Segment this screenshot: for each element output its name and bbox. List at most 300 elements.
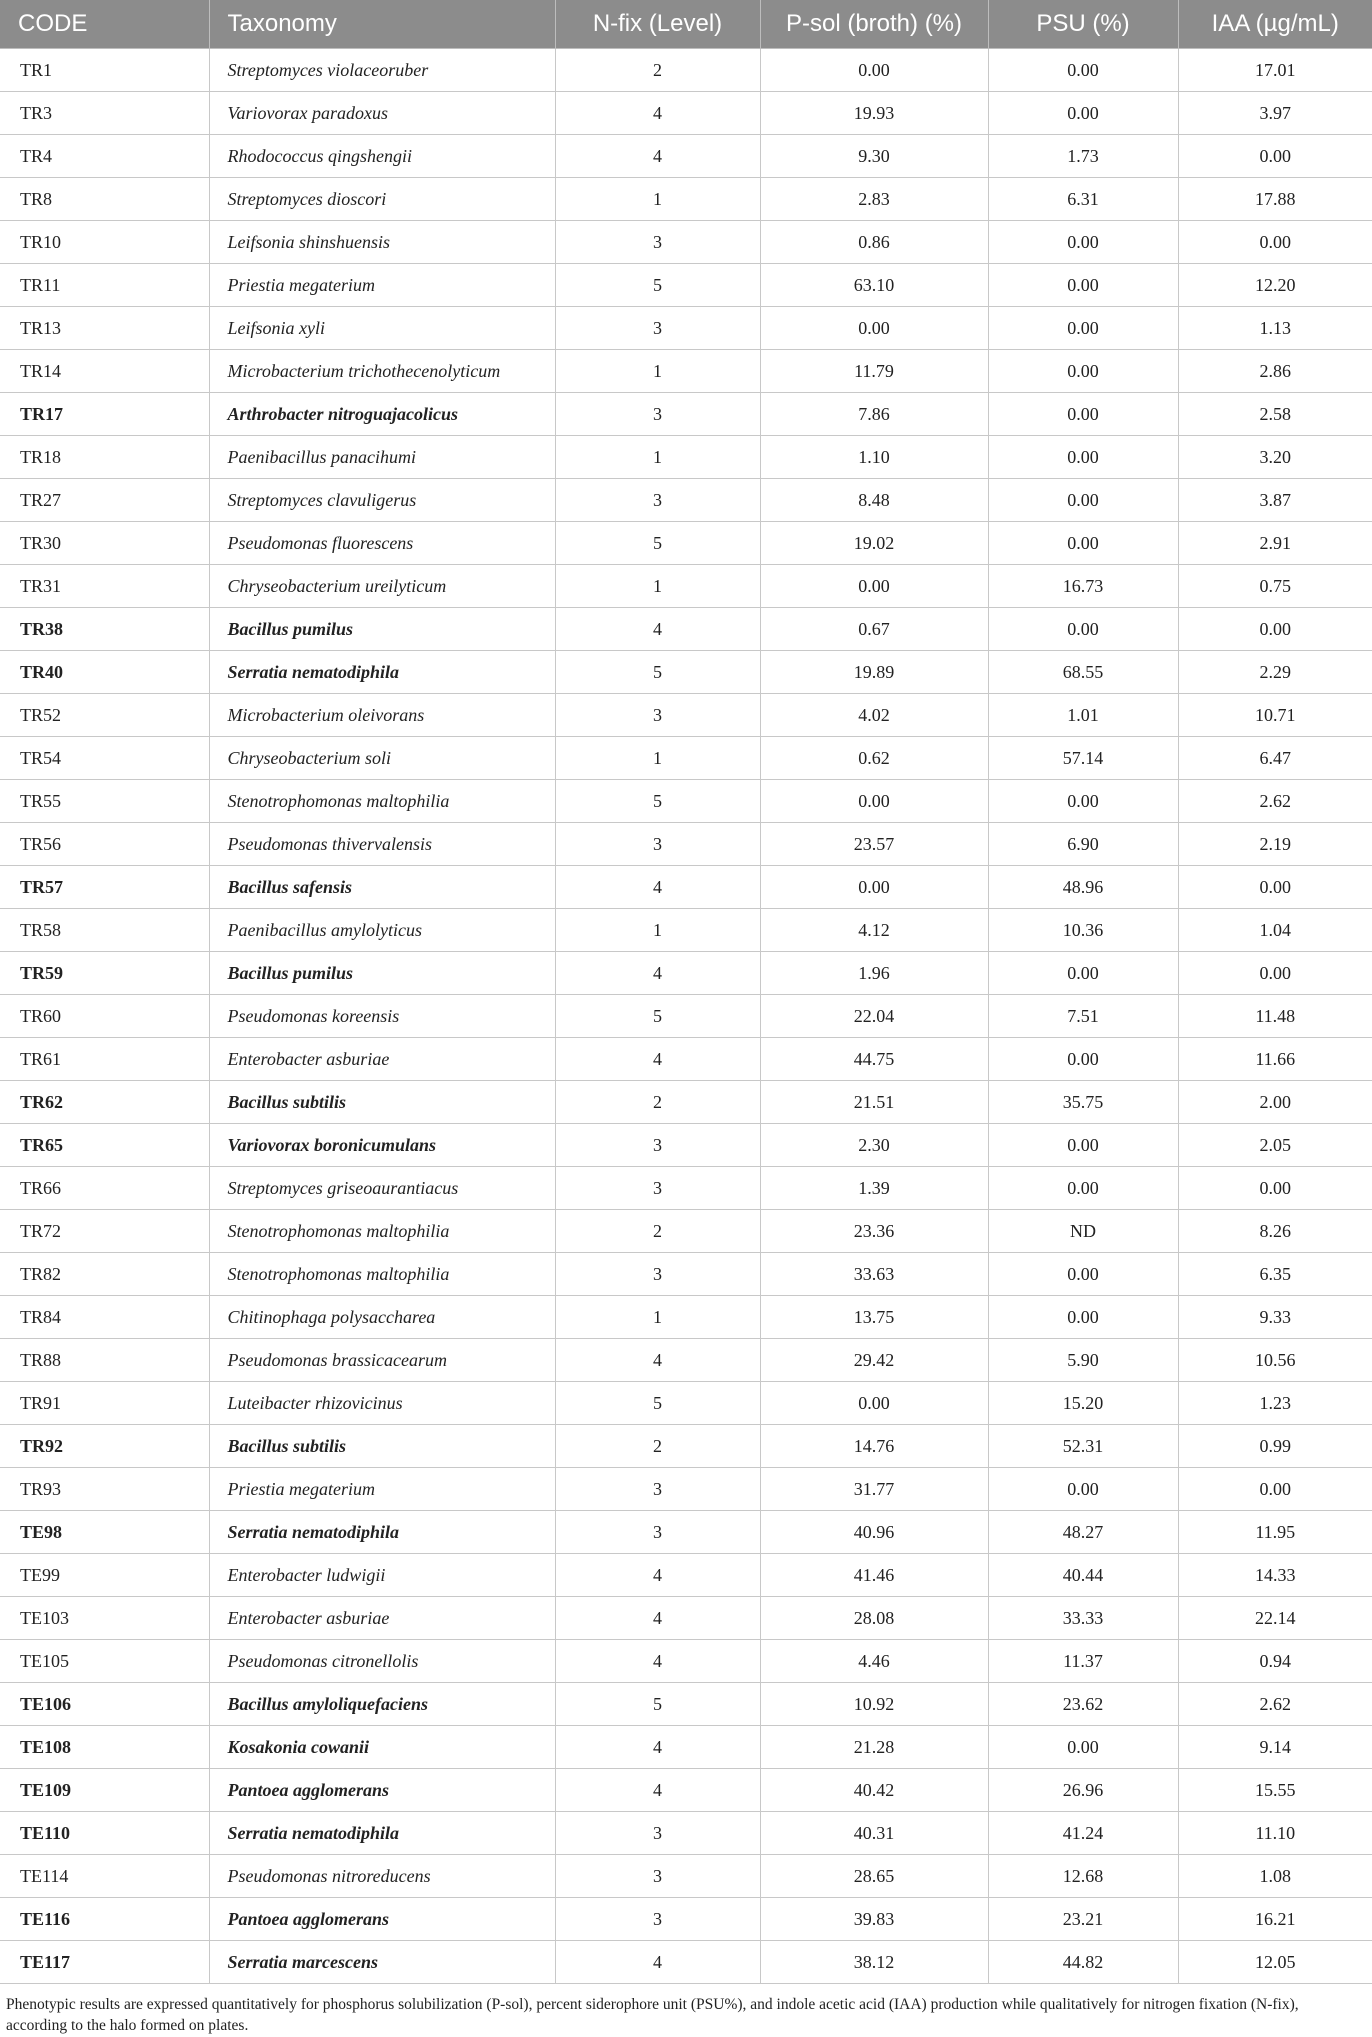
cell-nfix: 3: [555, 221, 760, 264]
cell-iaa: 12.05: [1178, 1941, 1372, 1984]
table-row: [0, 1898, 1372, 1941]
table-row: [0, 780, 1372, 823]
cell-nfix: 5: [555, 1382, 760, 1425]
cell-psol: 0.00: [760, 565, 988, 608]
cell-code: TE114: [0, 1855, 209, 1898]
cell-psu: 0.00: [988, 49, 1178, 92]
cell-psol: 39.83: [760, 1898, 988, 1941]
cell-psol: 38.12: [760, 1941, 988, 1984]
cell-psol: 0.67: [760, 608, 988, 651]
cell-psol: 1.39: [760, 1167, 988, 1210]
cell-code: TR13: [0, 307, 209, 350]
cell-psu: 0.00: [988, 1253, 1178, 1296]
cell-psu: 0.00: [988, 393, 1178, 436]
cell-psol: 0.00: [760, 307, 988, 350]
table-row: [0, 651, 1372, 694]
table-row: [0, 952, 1372, 995]
cell-iaa: 9.33: [1178, 1296, 1372, 1339]
cell-taxonomy: Bacillus amyloliquefaciens: [209, 1683, 555, 1726]
cell-nfix: 4: [555, 1941, 760, 1984]
table-row: [0, 1554, 1372, 1597]
cell-nfix: 5: [555, 522, 760, 565]
cell-psu: 6.31: [988, 178, 1178, 221]
cell-psu: 23.62: [988, 1683, 1178, 1726]
table-row: [0, 737, 1372, 780]
cell-nfix: 3: [555, 1124, 760, 1167]
cell-psol: 10.92: [760, 1683, 988, 1726]
cell-code: TR17: [0, 393, 209, 436]
cell-code: TR57: [0, 866, 209, 909]
cell-nfix: 2: [555, 1081, 760, 1124]
cell-code: TR60: [0, 995, 209, 1038]
cell-psol: 14.76: [760, 1425, 988, 1468]
cell-nfix: 4: [555, 608, 760, 651]
cell-nfix: 3: [555, 1898, 760, 1941]
cell-code: TR88: [0, 1339, 209, 1382]
cell-code: TR4: [0, 135, 209, 178]
cell-taxonomy: Pseudomonas koreensis: [209, 995, 555, 1038]
cell-nfix: 1: [555, 350, 760, 393]
cell-psol: 19.93: [760, 92, 988, 135]
cell-psol: 8.48: [760, 479, 988, 522]
table-row: [0, 823, 1372, 866]
cell-code: TE99: [0, 1554, 209, 1597]
cell-taxonomy: Leifsonia xyli: [209, 307, 555, 350]
table-row: [0, 1597, 1372, 1640]
cell-psol: 63.10: [760, 264, 988, 307]
cell-taxonomy: Bacillus subtilis: [209, 1425, 555, 1468]
cell-psu: 40.44: [988, 1554, 1178, 1597]
cell-psu: 52.31: [988, 1425, 1178, 1468]
cell-psu: 41.24: [988, 1812, 1178, 1855]
cell-psol: 0.62: [760, 737, 988, 780]
cell-psu: 0.00: [988, 1124, 1178, 1167]
table-row: [0, 1941, 1372, 1984]
table-row: [0, 1640, 1372, 1683]
cell-code: TE109: [0, 1769, 209, 1812]
cell-iaa: 2.91: [1178, 522, 1372, 565]
cell-iaa: 2.19: [1178, 823, 1372, 866]
cell-psu: 1.01: [988, 694, 1178, 737]
cell-nfix: 4: [555, 952, 760, 995]
cell-iaa: 22.14: [1178, 1597, 1372, 1640]
cell-nfix: 4: [555, 135, 760, 178]
cell-iaa: 16.21: [1178, 1898, 1372, 1941]
cell-taxonomy: Serratia marcescens: [209, 1941, 555, 1984]
cell-taxonomy: Variovorax paradoxus: [209, 92, 555, 135]
cell-code: TR52: [0, 694, 209, 737]
table-footnote: Phenotypic results are expressed quantitatively for phosphorus solubilization (P-sol), percent siderophore unit (PSU%), and indole acetic acid (IAA) production while qualitatively for nitrogen fixation (N-fix), according to the halo formed on plates.: [6, 1996, 1299, 2034]
table-row: [0, 1769, 1372, 1812]
cell-iaa: 17.88: [1178, 178, 1372, 221]
cell-psol: 4.12: [760, 909, 988, 952]
table-row: [0, 1511, 1372, 1554]
cell-psu: 23.21: [988, 1898, 1178, 1941]
table-row: [0, 909, 1372, 952]
cell-taxonomy: Luteibacter rhizovicinus: [209, 1382, 555, 1425]
cell-iaa: 11.10: [1178, 1812, 1372, 1855]
cell-code: TE103: [0, 1597, 209, 1640]
column-header-taxonomy: Taxonomy: [209, 0, 555, 49]
cell-iaa: 1.04: [1178, 909, 1372, 952]
cell-code: TE108: [0, 1726, 209, 1769]
cell-psol: 19.89: [760, 651, 988, 694]
cell-psu: 48.27: [988, 1511, 1178, 1554]
cell-psu: 15.20: [988, 1382, 1178, 1425]
cell-psol: 4.46: [760, 1640, 988, 1683]
cell-iaa: 1.23: [1178, 1382, 1372, 1425]
cell-taxonomy: Pantoea agglomerans: [209, 1769, 555, 1812]
cell-code: TR59: [0, 952, 209, 995]
cell-nfix: 4: [555, 866, 760, 909]
table-row: [0, 694, 1372, 737]
cell-nfix: 1: [555, 909, 760, 952]
cell-psol: 0.86: [760, 221, 988, 264]
cell-nfix: 3: [555, 479, 760, 522]
cell-iaa: 10.71: [1178, 694, 1372, 737]
cell-psu: 7.51: [988, 995, 1178, 1038]
table-row: [0, 479, 1372, 522]
cell-nfix: 5: [555, 995, 760, 1038]
cell-nfix: 3: [555, 1167, 760, 1210]
cell-psol: 23.36: [760, 1210, 988, 1253]
cell-taxonomy: Stenotrophomonas maltophilia: [209, 1253, 555, 1296]
cell-taxonomy: Chitinophaga polysaccharea: [209, 1296, 555, 1339]
cell-psu: 5.90: [988, 1339, 1178, 1382]
cell-psol: 2.83: [760, 178, 988, 221]
cell-nfix: 4: [555, 1726, 760, 1769]
cell-psu: 68.55: [988, 651, 1178, 694]
cell-nfix: 1: [555, 1296, 760, 1339]
cell-psu: 0.00: [988, 221, 1178, 264]
cell-taxonomy: Enterobacter asburiae: [209, 1038, 555, 1081]
cell-nfix: 1: [555, 436, 760, 479]
cell-iaa: 0.99: [1178, 1425, 1372, 1468]
cell-code: TR56: [0, 823, 209, 866]
cell-iaa: 2.62: [1178, 780, 1372, 823]
cell-psu: 0.00: [988, 350, 1178, 393]
cell-psu: 0.00: [988, 264, 1178, 307]
cell-code: TR14: [0, 350, 209, 393]
table-row: [0, 1726, 1372, 1769]
cell-taxonomy: Priestia megaterium: [209, 1468, 555, 1511]
table-row: [0, 221, 1372, 264]
cell-psol: 19.02: [760, 522, 988, 565]
cell-taxonomy: Paenibacillus amylolyticus: [209, 909, 555, 952]
cell-code: TE98: [0, 1511, 209, 1554]
cell-nfix: 1: [555, 737, 760, 780]
cell-psol: 9.30: [760, 135, 988, 178]
cell-taxonomy: Serratia nematodiphila: [209, 1511, 555, 1554]
cell-taxonomy: Pantoea agglomerans: [209, 1898, 555, 1941]
cell-psu: 57.14: [988, 737, 1178, 780]
cell-code: TR62: [0, 1081, 209, 1124]
cell-iaa: 0.00: [1178, 608, 1372, 651]
cell-taxonomy: Enterobacter asburiae: [209, 1597, 555, 1640]
cell-nfix: 3: [555, 694, 760, 737]
cell-code: TR31: [0, 565, 209, 608]
cell-psol: 22.04: [760, 995, 988, 1038]
cell-psol: 31.77: [760, 1468, 988, 1511]
table-row: [0, 565, 1372, 608]
cell-iaa: 2.29: [1178, 651, 1372, 694]
cell-code: TR84: [0, 1296, 209, 1339]
cell-taxonomy: Stenotrophomonas maltophilia: [209, 780, 555, 823]
table-row: [0, 608, 1372, 651]
cell-psu: 0.00: [988, 1296, 1178, 1339]
cell-code: TR55: [0, 780, 209, 823]
cell-psol: 21.28: [760, 1726, 988, 1769]
cell-taxonomy: Chryseobacterium ureilyticum: [209, 565, 555, 608]
cell-taxonomy: Pseudomonas nitroreducens: [209, 1855, 555, 1898]
cell-iaa: 2.86: [1178, 350, 1372, 393]
cell-psol: 29.42: [760, 1339, 988, 1382]
cell-psu: 0.00: [988, 436, 1178, 479]
cell-taxonomy: Variovorax boronicumulans: [209, 1124, 555, 1167]
table-row: [0, 92, 1372, 135]
cell-taxonomy: Kosakonia cowanii: [209, 1726, 555, 1769]
table-row: [0, 307, 1372, 350]
cell-code: TR66: [0, 1167, 209, 1210]
cell-psol: 33.63: [760, 1253, 988, 1296]
cell-psu: 48.96: [988, 866, 1178, 909]
cell-psol: 0.00: [760, 49, 988, 92]
cell-code: TR30: [0, 522, 209, 565]
table-body: [0, 49, 1372, 1984]
cell-nfix: 4: [555, 1554, 760, 1597]
cell-iaa: 11.48: [1178, 995, 1372, 1038]
table-row: [0, 1855, 1372, 1898]
cell-psol: 40.96: [760, 1511, 988, 1554]
cell-code: TR65: [0, 1124, 209, 1167]
cell-nfix: 2: [555, 1425, 760, 1468]
table-row: [0, 522, 1372, 565]
cell-iaa: 6.47: [1178, 737, 1372, 780]
cell-iaa: 12.20: [1178, 264, 1372, 307]
cell-code: TE117: [0, 1941, 209, 1984]
cell-iaa: 2.05: [1178, 1124, 1372, 1167]
cell-code: TR11: [0, 264, 209, 307]
cell-nfix: 4: [555, 1597, 760, 1640]
cell-nfix: 4: [555, 1640, 760, 1683]
cell-taxonomy: Paenibacillus panacihumi: [209, 436, 555, 479]
cell-nfix: 3: [555, 1511, 760, 1554]
cell-nfix: 5: [555, 264, 760, 307]
cell-psol: 7.86: [760, 393, 988, 436]
cell-nfix: 3: [555, 1253, 760, 1296]
cell-taxonomy: Rhodococcus qingshengii: [209, 135, 555, 178]
cell-psu: 0.00: [988, 780, 1178, 823]
cell-psu: 0.00: [988, 1167, 1178, 1210]
cell-code: TE106: [0, 1683, 209, 1726]
cell-taxonomy: Streptomyces violaceoruber: [209, 49, 555, 92]
cell-psol: 44.75: [760, 1038, 988, 1081]
cell-psu: 11.37: [988, 1640, 1178, 1683]
cell-iaa: 11.66: [1178, 1038, 1372, 1081]
table-row: [0, 1296, 1372, 1339]
cell-nfix: 3: [555, 1812, 760, 1855]
cell-nfix: 5: [555, 1683, 760, 1726]
cell-taxonomy: Bacillus subtilis: [209, 1081, 555, 1124]
cell-psu: 0.00: [988, 1726, 1178, 1769]
cell-code: TE116: [0, 1898, 209, 1941]
cell-iaa: 9.14: [1178, 1726, 1372, 1769]
cell-code: TR40: [0, 651, 209, 694]
cell-taxonomy: Enterobacter ludwigii: [209, 1554, 555, 1597]
cell-psu: 12.68: [988, 1855, 1178, 1898]
cell-code: TR38: [0, 608, 209, 651]
cell-iaa: 0.00: [1178, 1167, 1372, 1210]
cell-nfix: 4: [555, 1769, 760, 1812]
cell-taxonomy: Streptomyces griseoaurantiacus: [209, 1167, 555, 1210]
cell-nfix: 2: [555, 1210, 760, 1253]
cell-iaa: 1.08: [1178, 1855, 1372, 1898]
table-row: [0, 1253, 1372, 1296]
column-header-iaa: IAA (µg/mL): [1178, 0, 1372, 49]
cell-nfix: 2: [555, 49, 760, 92]
table-row: [0, 436, 1372, 479]
table-row: [0, 995, 1372, 1038]
cell-iaa: 15.55: [1178, 1769, 1372, 1812]
cell-iaa: 0.00: [1178, 135, 1372, 178]
cell-iaa: 2.62: [1178, 1683, 1372, 1726]
cell-iaa: 17.01: [1178, 49, 1372, 92]
cell-nfix: 3: [555, 393, 760, 436]
cell-taxonomy: Microbacterium oleivorans: [209, 694, 555, 737]
cell-iaa: 2.58: [1178, 393, 1372, 436]
cell-taxonomy: Streptomyces dioscori: [209, 178, 555, 221]
cell-psol: 11.79: [760, 350, 988, 393]
cell-taxonomy: Leifsonia shinshuensis: [209, 221, 555, 264]
cell-nfix: 4: [555, 1339, 760, 1382]
cell-code: TR92: [0, 1425, 209, 1468]
table-row: [0, 393, 1372, 436]
cell-iaa: 6.35: [1178, 1253, 1372, 1296]
cell-nfix: 1: [555, 178, 760, 221]
cell-code: TR93: [0, 1468, 209, 1511]
cell-taxonomy: Bacillus pumilus: [209, 608, 555, 651]
cell-code: TR82: [0, 1253, 209, 1296]
table-row: [0, 135, 1372, 178]
cell-iaa: 11.95: [1178, 1511, 1372, 1554]
cell-taxonomy: Pseudomonas thivervalensis: [209, 823, 555, 866]
cell-code: TE105: [0, 1640, 209, 1683]
cell-psol: 40.42: [760, 1769, 988, 1812]
column-header-psu: PSU (%): [988, 0, 1178, 49]
cell-nfix: 1: [555, 565, 760, 608]
cell-nfix: 3: [555, 307, 760, 350]
column-header-psol: P-sol (broth) (%): [760, 0, 988, 49]
column-header-nfix: N-fix (Level): [555, 0, 760, 49]
cell-psu: 33.33: [988, 1597, 1178, 1640]
cell-psol: 0.00: [760, 1382, 988, 1425]
cell-nfix: 3: [555, 823, 760, 866]
column-header-code: CODE: [0, 0, 209, 49]
table-row: [0, 1124, 1372, 1167]
cell-iaa: 10.56: [1178, 1339, 1372, 1382]
cell-nfix: 3: [555, 1468, 760, 1511]
cell-taxonomy: Arthrobacter nitroguajacolicus: [209, 393, 555, 436]
cell-nfix: 5: [555, 780, 760, 823]
cell-taxonomy: Bacillus pumilus: [209, 952, 555, 995]
cell-psu: 1.73: [988, 135, 1178, 178]
table-row: [0, 1468, 1372, 1511]
cell-taxonomy: Stenotrophomonas maltophilia: [209, 1210, 555, 1253]
cell-psol: 23.57: [760, 823, 988, 866]
cell-code: TR27: [0, 479, 209, 522]
cell-code: TR1: [0, 49, 209, 92]
cell-psol: 28.65: [760, 1855, 988, 1898]
cell-taxonomy: Pseudomonas fluorescens: [209, 522, 555, 565]
cell-psu: 0.00: [988, 1468, 1178, 1511]
cell-psu: 35.75: [988, 1081, 1178, 1124]
cell-code: TR10: [0, 221, 209, 264]
cell-psol: 40.31: [760, 1812, 988, 1855]
cell-psol: 0.00: [760, 866, 988, 909]
cell-iaa: 8.26: [1178, 1210, 1372, 1253]
cell-iaa: 0.94: [1178, 1640, 1372, 1683]
cell-iaa: 0.00: [1178, 952, 1372, 995]
table-header-row: [0, 0, 1372, 49]
cell-code: TR61: [0, 1038, 209, 1081]
table-row: [0, 1382, 1372, 1425]
table-row: [0, 49, 1372, 92]
cell-iaa: 3.20: [1178, 436, 1372, 479]
table-row: [0, 1210, 1372, 1253]
cell-psu: 16.73: [988, 565, 1178, 608]
cell-taxonomy: Microbacterium trichothecenolyticum: [209, 350, 555, 393]
cell-code: TR91: [0, 1382, 209, 1425]
cell-psol: 0.00: [760, 780, 988, 823]
cell-psu: 26.96: [988, 1769, 1178, 1812]
cell-psol: 2.30: [760, 1124, 988, 1167]
cell-iaa: 1.13: [1178, 307, 1372, 350]
cell-psol: 41.46: [760, 1554, 988, 1597]
cell-nfix: 4: [555, 92, 760, 135]
cell-psu: 0.00: [988, 92, 1178, 135]
cell-psu: 0.00: [988, 1038, 1178, 1081]
cell-nfix: 3: [555, 1855, 760, 1898]
cell-taxonomy: Serratia nematodiphila: [209, 651, 555, 694]
cell-nfix: 5: [555, 651, 760, 694]
cell-code: TR54: [0, 737, 209, 780]
cell-taxonomy: Serratia nematodiphila: [209, 1812, 555, 1855]
cell-psu: 0.00: [988, 608, 1178, 651]
cell-taxonomy: Streptomyces clavuligerus: [209, 479, 555, 522]
cell-iaa: 0.00: [1178, 221, 1372, 264]
table-row: [0, 1812, 1372, 1855]
table-row: [0, 1038, 1372, 1081]
cell-taxonomy: Priestia megaterium: [209, 264, 555, 307]
cell-taxonomy: Chryseobacterium soli: [209, 737, 555, 780]
cell-iaa: 3.97: [1178, 92, 1372, 135]
table-row: [0, 1339, 1372, 1382]
cell-iaa: 0.75: [1178, 565, 1372, 608]
cell-iaa: 14.33: [1178, 1554, 1372, 1597]
table-row: [0, 1167, 1372, 1210]
cell-psu: 0.00: [988, 479, 1178, 522]
table-row: [0, 1683, 1372, 1726]
cell-psu: 0.00: [988, 952, 1178, 995]
cell-psol: 1.96: [760, 952, 988, 995]
cell-taxonomy: Pseudomonas citronellolis: [209, 1640, 555, 1683]
table-row: [0, 1425, 1372, 1468]
cell-psu: 6.90: [988, 823, 1178, 866]
cell-iaa: 0.00: [1178, 1468, 1372, 1511]
table-row: [0, 178, 1372, 221]
cell-psu: 44.82: [988, 1941, 1178, 1984]
cell-code: TR8: [0, 178, 209, 221]
